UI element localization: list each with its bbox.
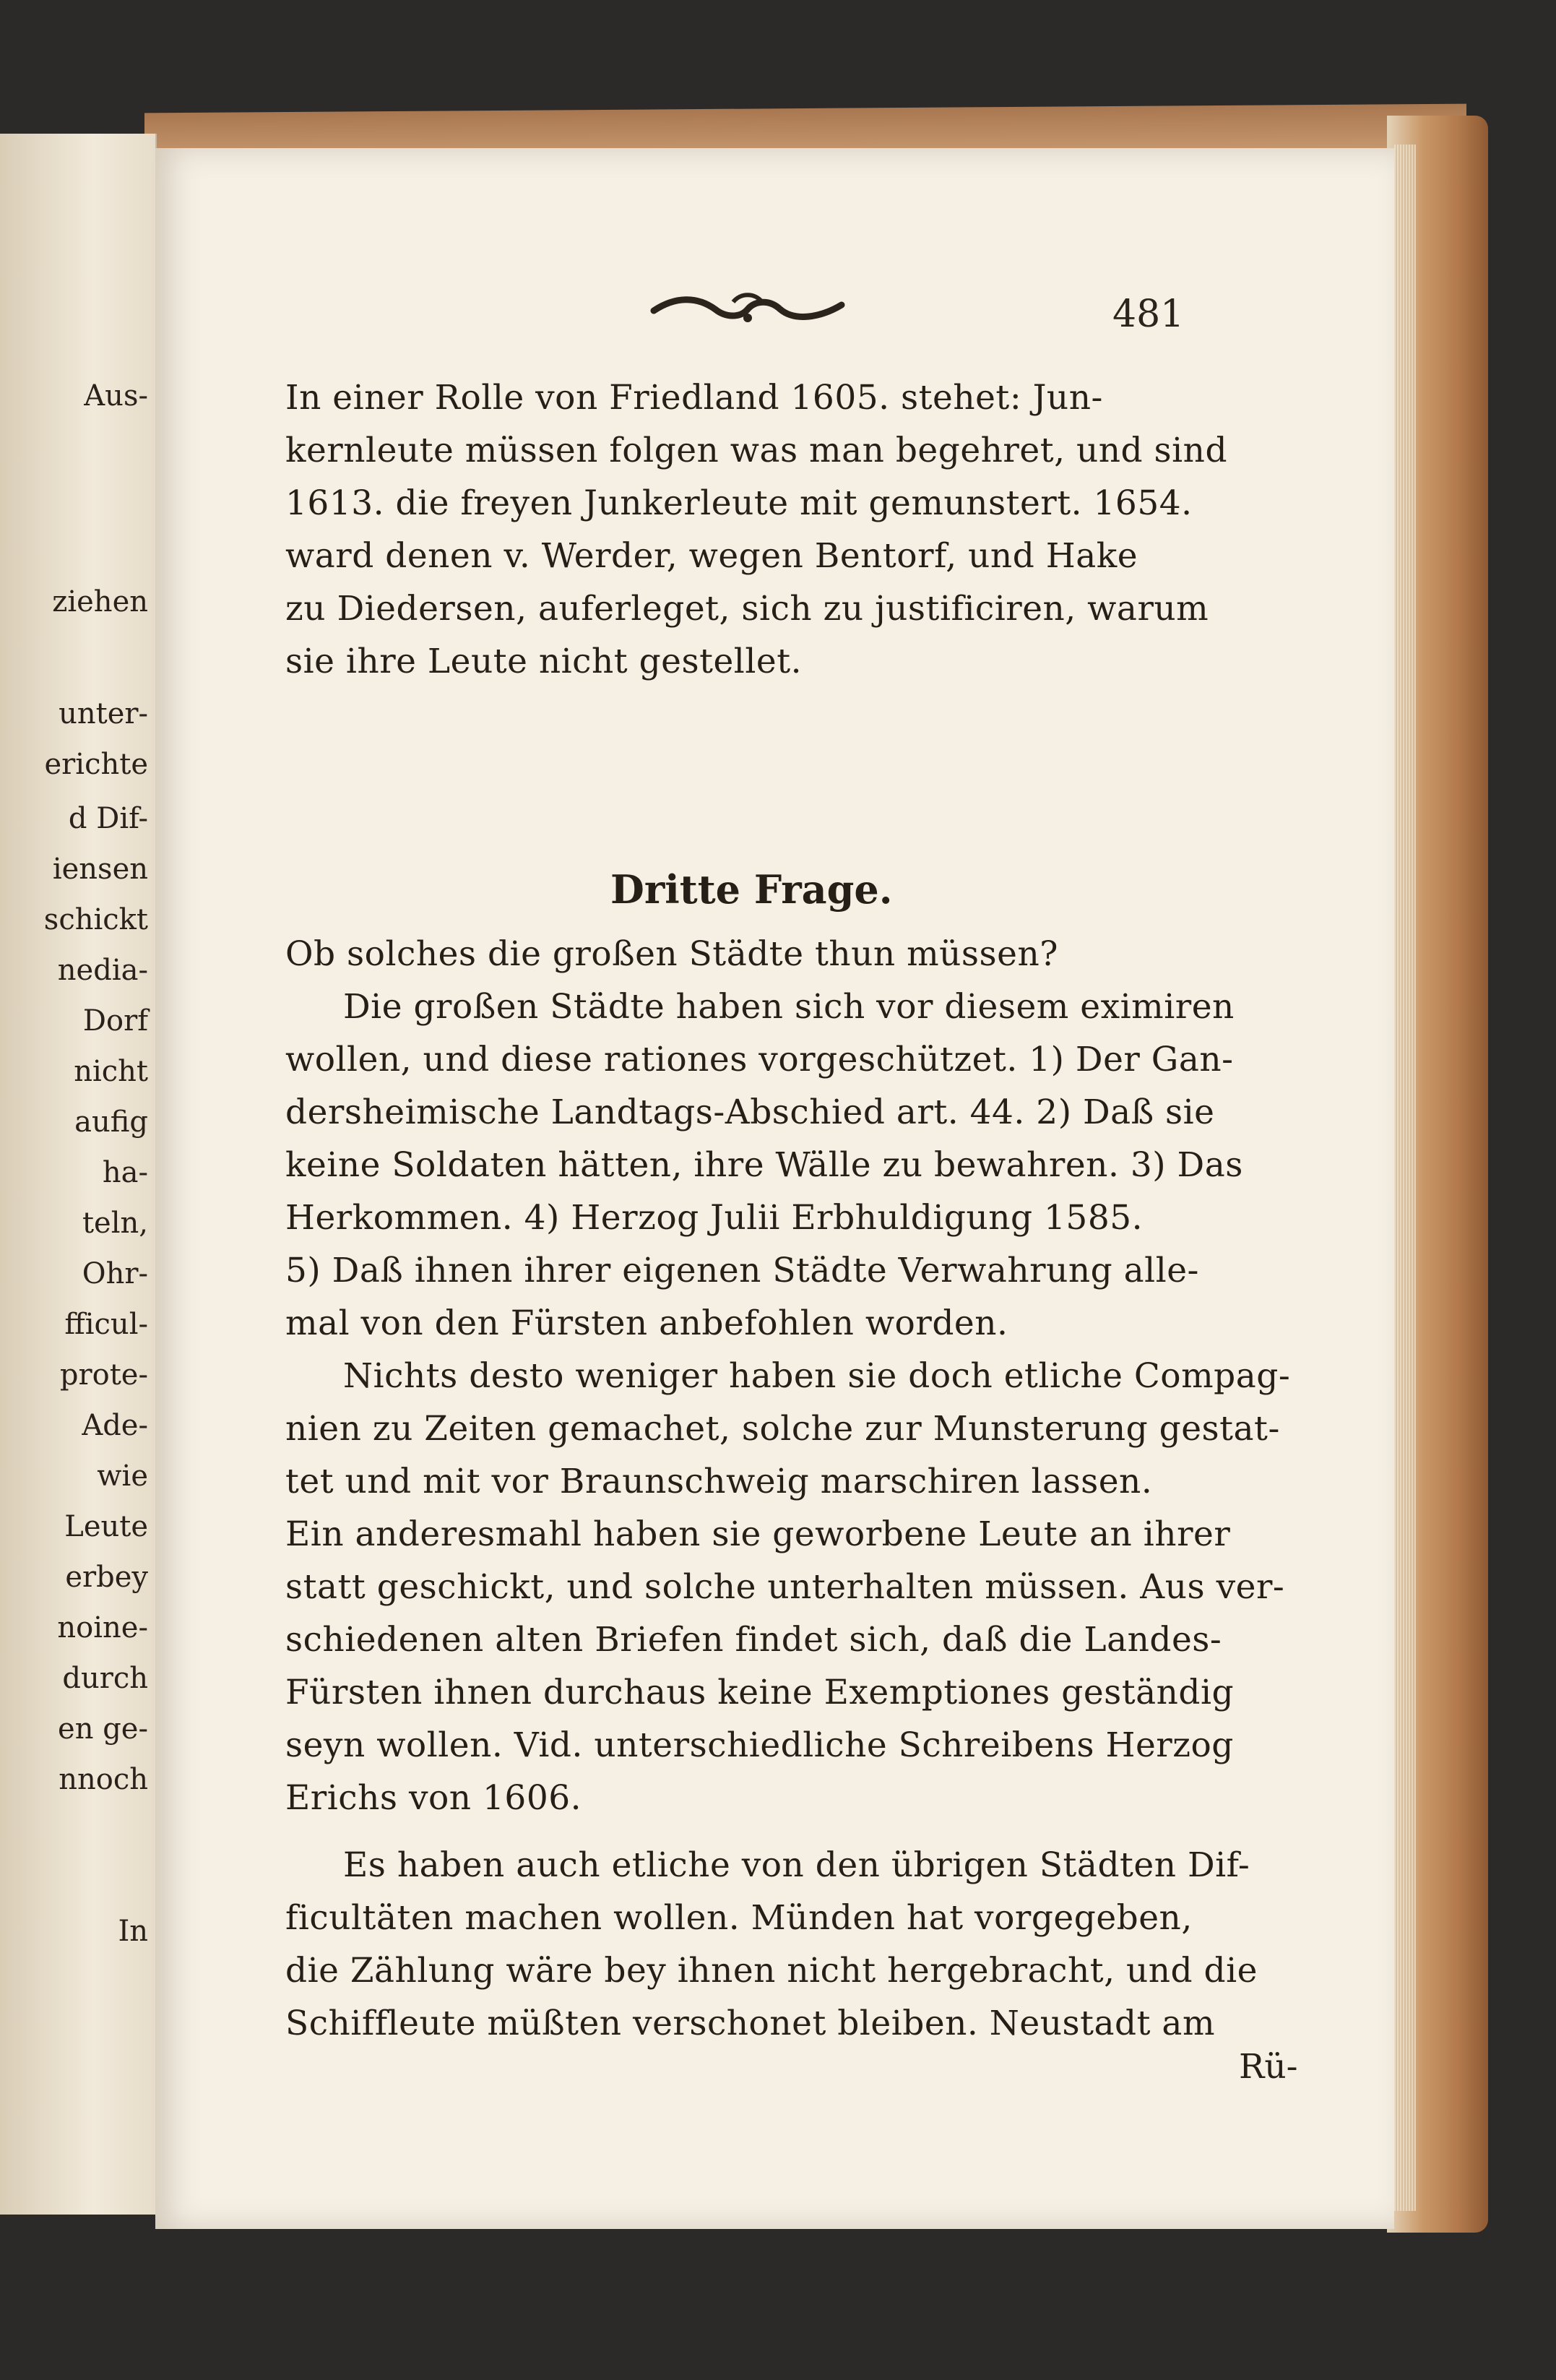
left-page-text: durch	[62, 1662, 148, 1695]
text-line: Herkommen. 4) Herzog Julii Erbhuldigung 1585.	[285, 1198, 1144, 1238]
left-page-text: Ohr-	[82, 1257, 148, 1290]
left-page-text: ziehen	[52, 585, 148, 618]
left-page-text: teln,	[82, 1207, 148, 1240]
text-line: kernleute müssen folgen was man begehret, und sind	[285, 431, 1228, 470]
left-page-text: nnoch	[59, 1763, 148, 1796]
text-line: ficultäten machen wollen. Münden hat vorgegeben,	[285, 1898, 1193, 1938]
left-page-text: noine-	[57, 1611, 148, 1644]
left-page-text: nicht	[74, 1055, 148, 1088]
left-page-text: iensen	[52, 853, 148, 886]
left-page-text: wie	[97, 1460, 148, 1493]
text-line: Die großen Städte haben sich vor diesem eximiren	[343, 987, 1235, 1027]
text-line: sie ihre Leute nicht gestellet.	[285, 642, 803, 681]
left-page-text: en ge-	[58, 1712, 148, 1746]
text-line: statt geschickt, und solche unterhalten müssen. Aus ver-	[285, 1567, 1285, 1607]
left-page-text: Ade-	[82, 1409, 148, 1442]
left-page-text: nedia-	[57, 954, 148, 987]
text-line: 5) Daß ihnen ihrer eigenen Städte Verwahrung alle-	[285, 1251, 1199, 1290]
left-page-text: fficul-	[64, 1308, 148, 1341]
text-line: Nichts desto weniger haben sie doch etliche Compag-	[343, 1356, 1291, 1396]
text-line: seyn wollen. Vid. unterschiedliche Schreibens Herzog	[285, 1725, 1234, 1765]
section-heading: Dritte Frage.	[610, 866, 893, 913]
text-line: dersheimische Landtags-Abschied art. 44. 2) Daß sie	[285, 1092, 1215, 1132]
ornament-icon	[647, 289, 849, 329]
left-page-text: erichte	[44, 748, 148, 781]
text-line: Schiffleute müßten verschonet bleiben. Neustadt am	[285, 2004, 1216, 2043]
text-line: ward denen v. Werder, wegen Bentorf, und Hake	[285, 536, 1138, 576]
text-line: In einer Rolle von Friedland 1605. stehet: Jun-	[285, 378, 1103, 418]
text-line: tet und mit vor Braunschweig marschiren lassen.	[285, 1462, 1153, 1501]
text-line: Fürsten ihnen durchaus keine Exemptiones geständig	[285, 1673, 1235, 1712]
text-line: wollen, und diese rationes vorgeschützet. 1) Der Gan-	[285, 1040, 1234, 1079]
left-page-text: aufig	[74, 1105, 148, 1139]
text-line: mal von den Fürsten anbefohlen worden.	[285, 1303, 1008, 1343]
left-page-text: d Dif-	[68, 802, 148, 835]
left-page-text: erbey	[65, 1561, 148, 1594]
text-line: Es haben auch etliche von den übrigen Städten Dif-	[343, 1845, 1250, 1885]
left-page-text: unter-	[59, 697, 148, 730]
text-line: zu Diedersen, auferleget, sich zu justificiren, warum	[285, 589, 1209, 629]
page-number: 481	[1112, 293, 1185, 336]
text-line: die Zählung wäre bey ihnen nicht hergebracht, und die	[285, 1951, 1258, 1991]
text-line: Ob solches die großen Städte thun müssen?	[285, 934, 1058, 974]
text-line: nien zu Zeiten gemachet, solche zur Munsterung gestat-	[285, 1409, 1280, 1449]
left-page-text: Leute	[64, 1510, 148, 1543]
text-line: keine Soldaten hätten, ihre Wälle zu bewahren. 3) Das	[285, 1145, 1243, 1185]
left-page-text: Dorf	[82, 1004, 148, 1038]
previous-page-fragment	[0, 134, 157, 2215]
catchword: Rü-	[1239, 2047, 1298, 2087]
text-line: Erichs von 1606.	[285, 1778, 582, 1818]
left-page-text: ha-	[102, 1156, 148, 1189]
left-page-text: prote-	[59, 1358, 148, 1392]
left-page-text: schickt	[43, 903, 148, 936]
text-line: schiedenen alten Briefen findet sich, daß die Landes-	[285, 1620, 1222, 1660]
text-line: Ein anderesmahl haben sie geworbene Leute an ihrer	[285, 1514, 1231, 1554]
book-page	[155, 148, 1394, 2229]
page-edge-lines	[1394, 145, 1416, 2211]
text-line: 1613. die freyen Junkerleute mit gemunstert. 1654.	[285, 483, 1193, 523]
left-page-text: In	[118, 1915, 148, 1948]
left-page-text: Aus-	[84, 379, 148, 413]
